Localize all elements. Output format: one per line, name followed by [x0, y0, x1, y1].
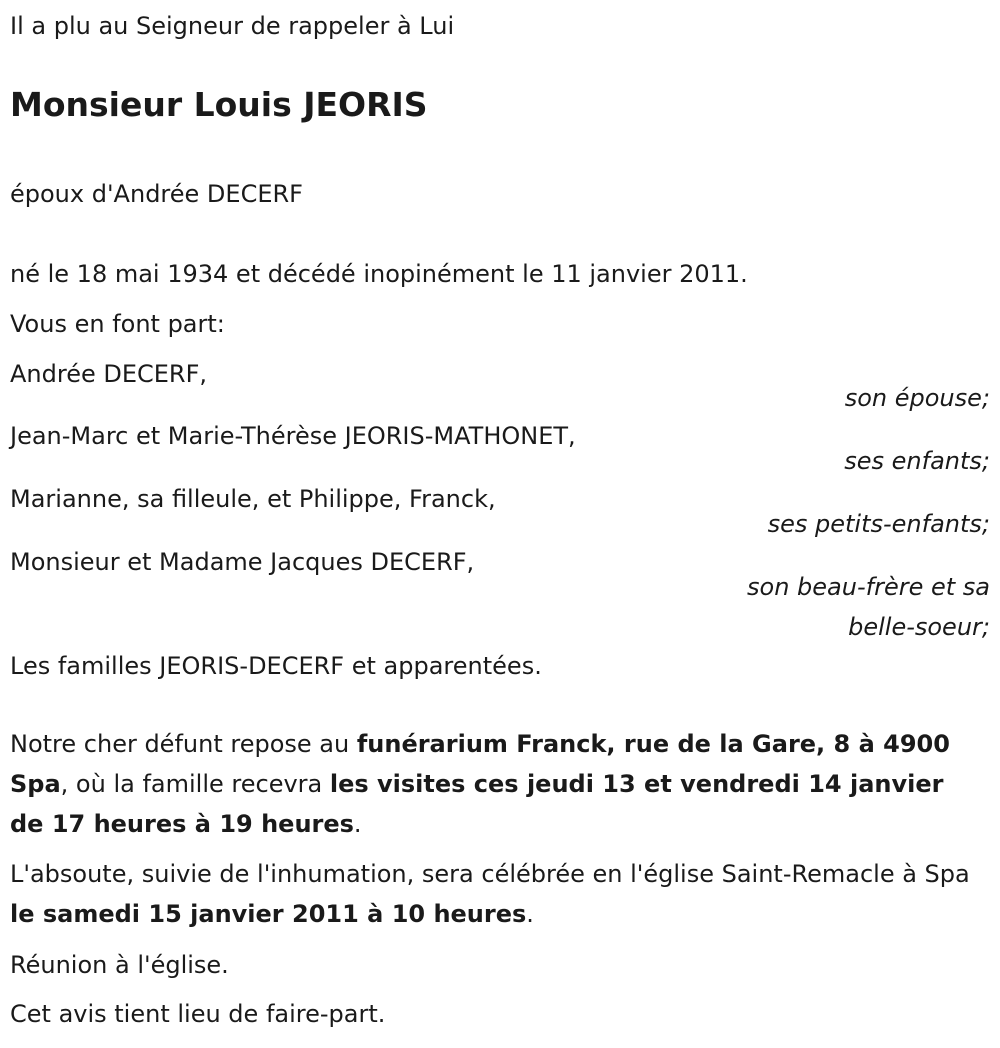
rest-text-3: .	[353, 810, 362, 838]
family-name-1: Andrée DECERF,	[10, 360, 208, 388]
ceremony-text-1: L'absoute, suivie de l'inhumation, sera célébrée en l'église Saint-Remacle à Spa	[10, 860, 970, 888]
family-relation-3: ses petits-enfants;	[767, 510, 990, 538]
intro-line: Il a plu au Seigneur de rappeler à Lui	[10, 12, 455, 40]
meeting-line: Réunion à l'église.	[10, 951, 229, 979]
spouse-line: époux d'Andrée DECERF	[10, 180, 303, 208]
family-relation-1: son épouse;	[844, 384, 990, 412]
deceased-name: Monsieur Louis JEORIS	[10, 85, 428, 124]
rest-paragraph	[10, 724, 985, 844]
family-relation-4b: belle-soeur;	[848, 613, 990, 641]
rest-text-2: , où la famille recevra	[60, 770, 330, 798]
ceremony-text-2: .	[526, 900, 534, 928]
announce-line: Vous en font part:	[10, 310, 225, 338]
rest-visits: les visites ces jeudi 13 et vendredi 14 janvier de 17 heures à 19 heures	[10, 770, 944, 838]
family-name-4: Monsieur et Madame Jacques DECERF,	[10, 548, 475, 576]
notice-line: Cet avis tient lieu de faire-part.	[10, 1000, 386, 1028]
rest-location: funérarium Franck, rue de la Gare, 8 à 4900 Spa	[10, 730, 950, 798]
family-relation-4a: son beau-frère et sa	[747, 573, 990, 601]
family-name-3: Marianne, sa filleule, et Philippe, Franck,	[10, 485, 496, 513]
rest-text-1: Notre cher défunt repose au	[10, 730, 357, 758]
birth-death-line: né le 18 mai 1934 et décédé inopinément le 11 janvier 2011.	[10, 260, 748, 288]
families-line: Les familles JEORIS-DECERF et apparentées.	[10, 652, 542, 680]
family-relation-2: ses enfants;	[844, 447, 990, 475]
ceremony-date: le samedi 15 janvier 2011 à 10 heures	[10, 900, 527, 928]
ceremony-paragraph	[10, 854, 985, 934]
family-name-2: Jean-Marc et Marie-Thérèse JEORIS-MATHONET,	[10, 422, 576, 450]
